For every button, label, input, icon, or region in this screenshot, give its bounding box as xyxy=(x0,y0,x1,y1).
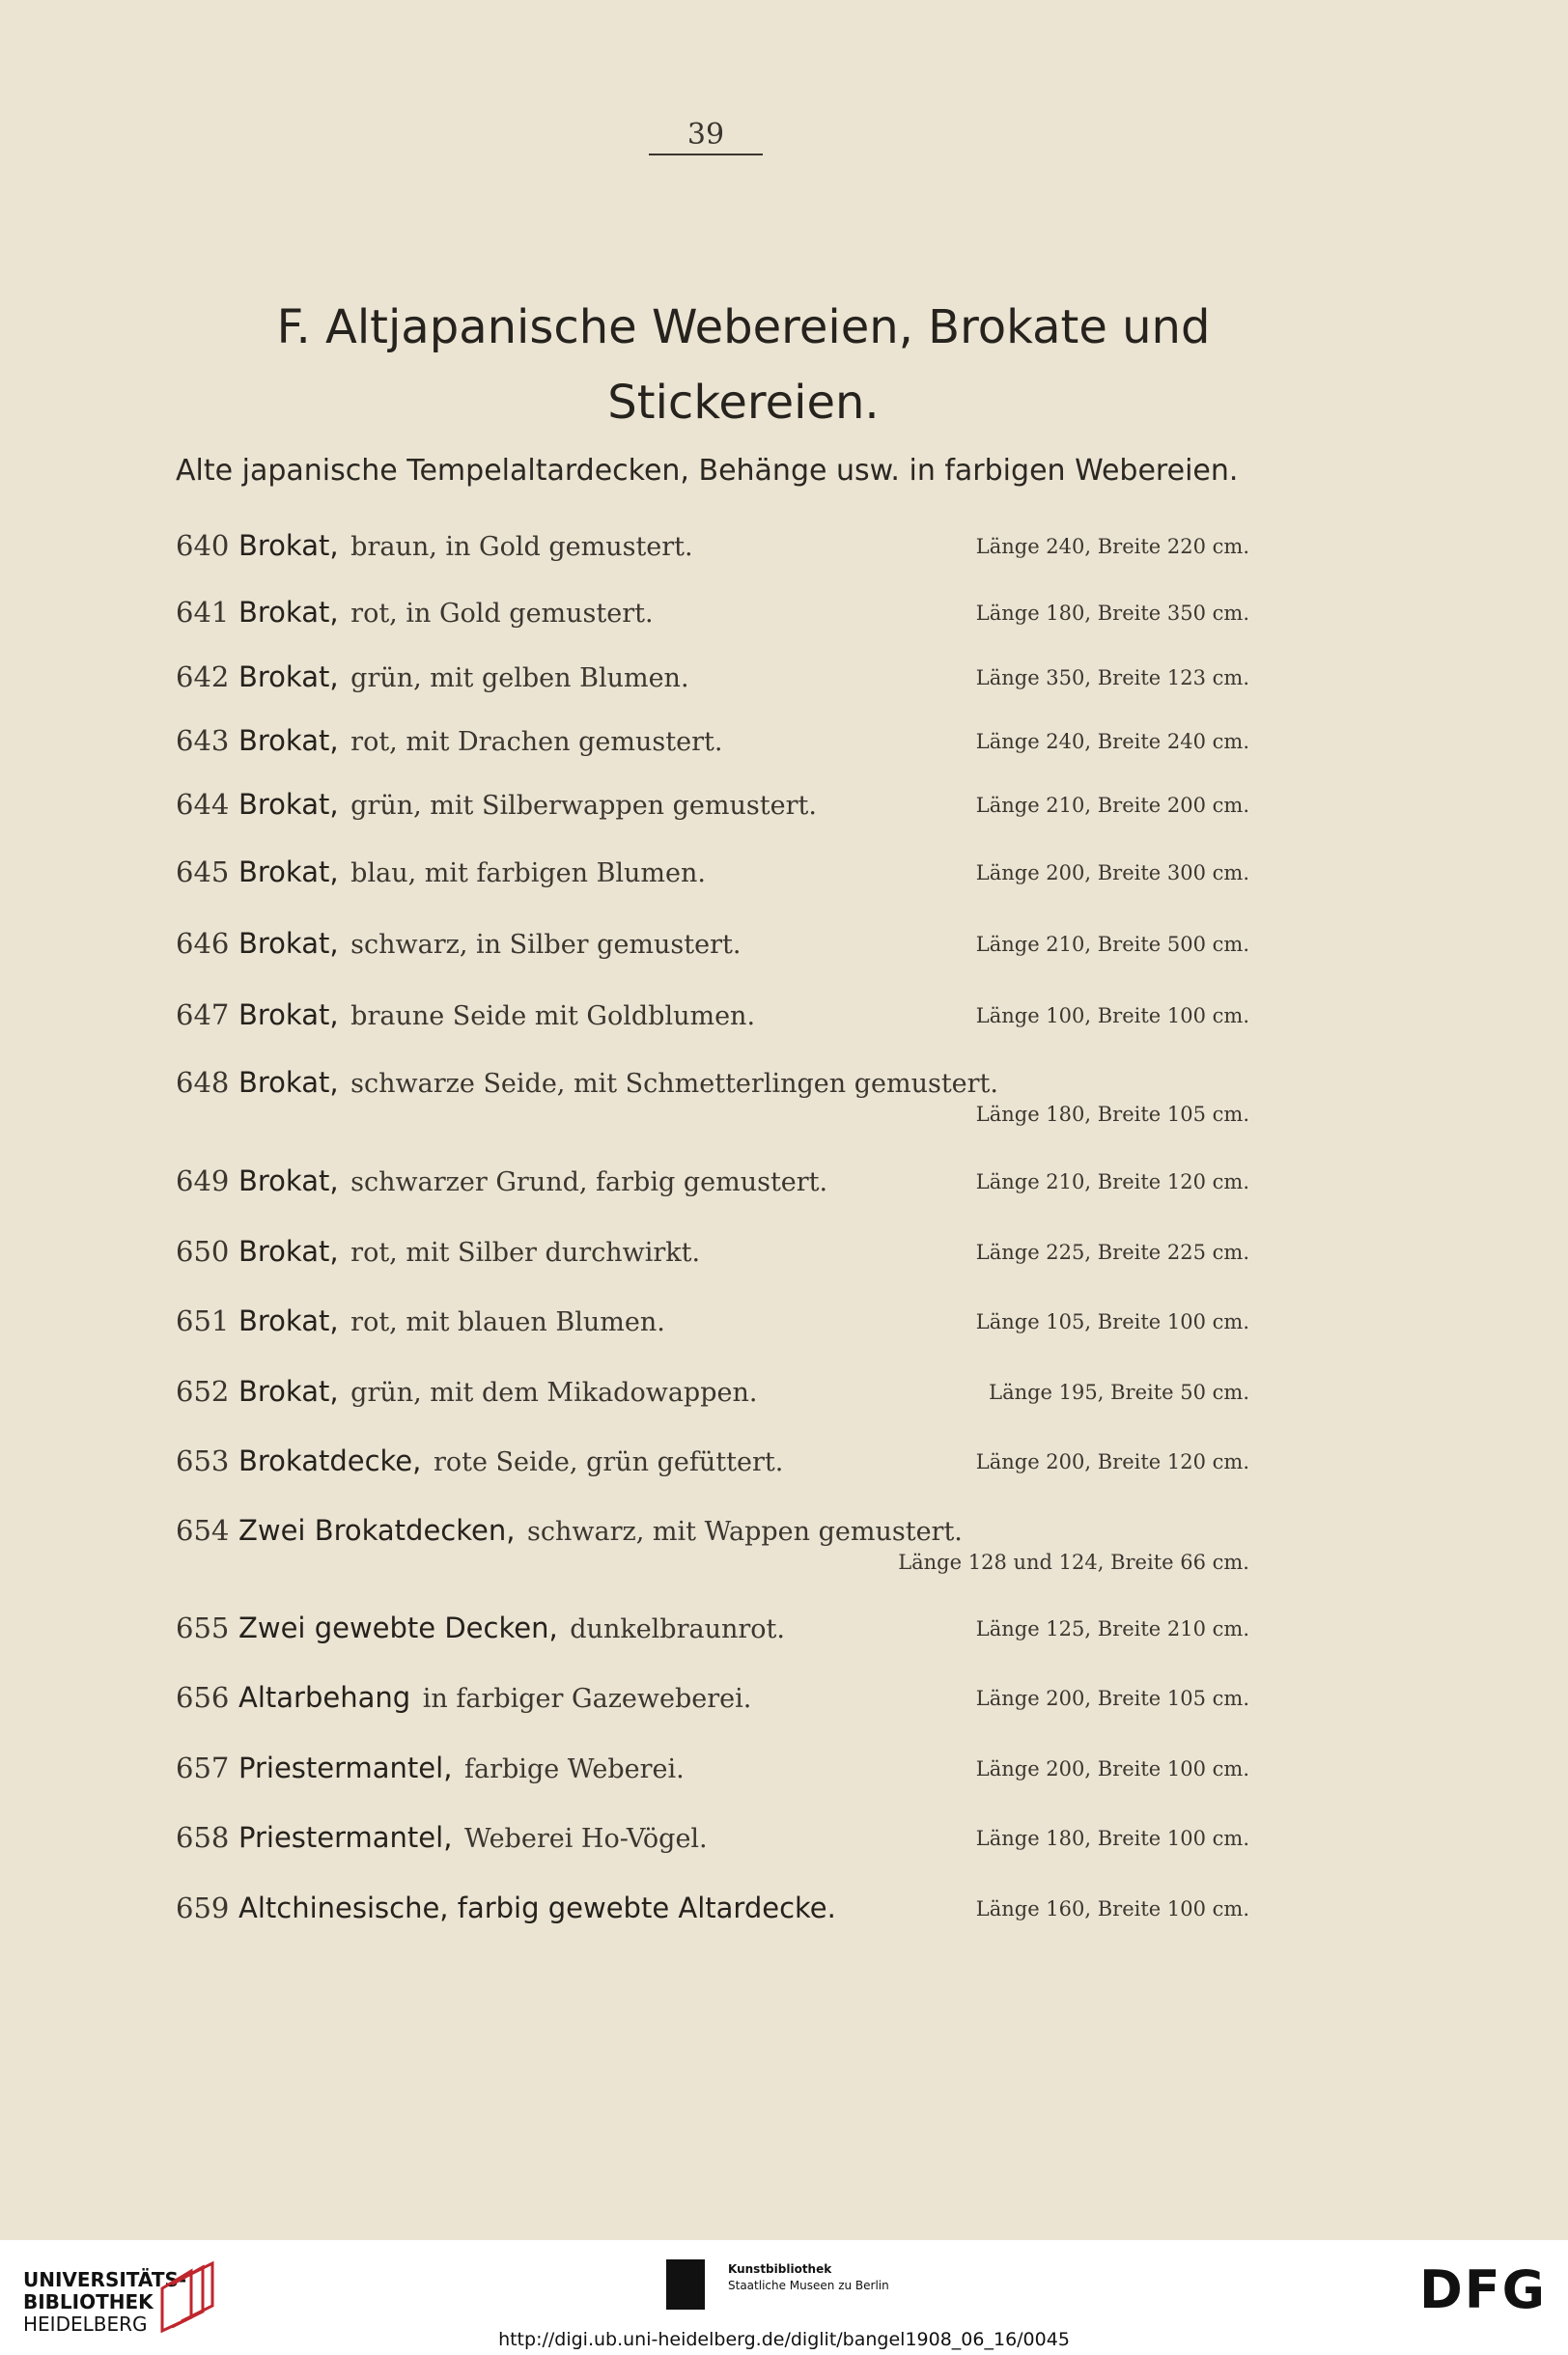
subtitle: Alte japanische Tempelaltardecken, Behänge usw. in farbigen Webereien. xyxy=(176,454,1239,488)
entry-number: 640 xyxy=(176,529,230,562)
entry-description: schwarz, mit Wappen gemustert. xyxy=(527,1517,963,1547)
entry-number: 641 xyxy=(176,596,230,629)
catalog-entry xyxy=(176,529,1249,562)
catalog-entry xyxy=(176,1681,1249,1714)
catalog-entry xyxy=(176,1375,1249,1408)
ub-line-2: BIBLIOTHEK xyxy=(23,2290,154,2313)
entry-name: Brokat, xyxy=(238,788,339,821)
entry-name: Brokat, xyxy=(238,724,339,757)
entry-number: 657 xyxy=(176,1752,230,1784)
entry-number: 643 xyxy=(176,724,230,757)
section-title xyxy=(174,290,1313,440)
entry-dimensions: Länge 200, Breite 120 cm. xyxy=(975,1450,1249,1473)
entry-dimensions: Länge 180, Breite 100 cm. xyxy=(975,1827,1249,1850)
catalog-entry xyxy=(176,927,1249,960)
entry-description: braune Seide mit Goldblumen. xyxy=(350,1001,756,1031)
entry-name: Brokat, xyxy=(238,660,339,693)
entry-number: 647 xyxy=(176,998,230,1031)
entry-dimensions: Länge 105, Breite 100 cm. xyxy=(975,1310,1249,1333)
entry-dimensions: Länge 240, Breite 220 cm. xyxy=(975,535,1249,558)
entry-description: rot, mit blauen Blumen. xyxy=(350,1307,665,1337)
entry-name: Brokat, xyxy=(238,1304,339,1337)
entry-dimensions: Länge 210, Breite 500 cm. xyxy=(975,933,1249,956)
entry-number: 648 xyxy=(176,1066,230,1099)
entry-name: Altarbehang xyxy=(238,1681,411,1714)
entry-number: 644 xyxy=(176,788,230,821)
page-url[interactable]: http://digi.ub.uni-heidelberg.de/diglit/bangel1908_06_16/0045 xyxy=(498,2329,1070,2350)
entry-dimensions: Länge 200, Breite 100 cm. xyxy=(975,1757,1249,1780)
entry-name: Zwei Brokatdecken, xyxy=(238,1514,516,1547)
entry-description: braun, in Gold gemustert. xyxy=(350,532,693,562)
entry-description: in farbiger Gazeweberei. xyxy=(422,1684,752,1714)
catalog-entry xyxy=(176,1821,1249,1854)
entry-dimensions: Länge 210, Breite 200 cm. xyxy=(975,794,1249,817)
entry-description: rot, mit Silber durchwirkt. xyxy=(350,1238,701,1268)
entry-number: 658 xyxy=(176,1821,230,1854)
entry-number: 654 xyxy=(176,1514,230,1547)
entry-dimensions: Länge 125, Breite 210 cm. xyxy=(975,1617,1249,1640)
entry-name: Brokat, xyxy=(238,1235,339,1268)
catalog-entry xyxy=(176,660,1249,693)
catalog-entry xyxy=(176,788,1249,821)
catalog-entry xyxy=(176,855,1249,888)
kunstbibliothek-logo-icon xyxy=(666,2259,705,2310)
entry-dimensions: Länge 200, Breite 105 cm. xyxy=(975,1687,1249,1710)
catalog-entry xyxy=(176,998,1249,1031)
entry-dimensions: Länge 225, Breite 225 cm. xyxy=(975,1241,1249,1264)
catalog-entry xyxy=(176,596,1249,629)
entry-name: Brokat, xyxy=(238,927,339,960)
catalog-entry xyxy=(176,1164,1249,1197)
entry-dimensions: Länge 100, Breite 100 cm. xyxy=(975,1004,1249,1027)
entry-number: 656 xyxy=(176,1681,230,1714)
catalog-entry xyxy=(176,1752,1249,1784)
title-line-2: Stickereien. xyxy=(607,376,880,430)
catalog-entry xyxy=(176,1235,1249,1268)
entry-name: Brokat, xyxy=(238,1164,339,1197)
entry-description: grün, mit Silberwappen gemustert. xyxy=(350,791,817,821)
entry-name: Zwei gewebte Decken, xyxy=(238,1612,558,1644)
kunstbibliothek-label xyxy=(728,2261,889,2294)
dfg-logo: DFG xyxy=(1418,2259,1547,2320)
entry-number: 651 xyxy=(176,1304,230,1337)
entry-dimensions: Länge 200, Breite 300 cm. xyxy=(975,861,1249,884)
entry-name: Priestermantel, xyxy=(238,1821,453,1854)
entry-number: 653 xyxy=(176,1444,230,1477)
entry-description: farbige Weberei. xyxy=(464,1754,685,1784)
entry-description: rot, in Gold gemustert. xyxy=(350,599,654,629)
entry-name: Brokat, xyxy=(238,529,339,562)
entry-description: dunkelbraunrot. xyxy=(570,1614,785,1644)
catalog-entry xyxy=(176,1304,1249,1337)
entry-description: schwarze Seide, mit Schmetterlingen gemustert. xyxy=(350,1069,998,1099)
entry-dimensions: Länge 240, Breite 240 cm. xyxy=(975,730,1249,753)
entry-dimensions: Länge 210, Breite 120 cm. xyxy=(975,1170,1249,1193)
entry-name: Brokat, xyxy=(238,1066,339,1099)
entry-number: 646 xyxy=(176,927,230,960)
kb-line-1: Kunstbibliothek xyxy=(728,2262,832,2276)
entry-number: 655 xyxy=(176,1612,230,1644)
kb-line-2: Staatliche Museen zu Berlin xyxy=(728,2279,889,2292)
viewer-footer xyxy=(0,2240,1568,2355)
ub-line-1: UNIVERSITÄTS- xyxy=(23,2268,187,2291)
entry-description: grün, mit dem Mikadowappen. xyxy=(350,1378,758,1408)
entry-dimensions: Länge 350, Breite 123 cm. xyxy=(975,666,1249,689)
catalog-entry xyxy=(176,1514,1249,1574)
entry-description: schwarzer Grund, farbig gemustert. xyxy=(350,1167,828,1197)
entry-number: 642 xyxy=(176,660,230,693)
entry-dimensions: Länge 128 und 124, Breite 66 cm. xyxy=(898,1551,1249,1574)
entry-dimensions: Länge 195, Breite 50 cm. xyxy=(989,1381,1249,1404)
catalog-entry xyxy=(176,1066,1249,1126)
catalog-entry xyxy=(176,1892,1249,1924)
entry-description: blau, mit farbigen Blumen. xyxy=(350,858,706,888)
entry-name: Brokat, xyxy=(238,998,339,1031)
catalog-entry xyxy=(176,1444,1249,1477)
entry-name: Brokat, xyxy=(238,596,339,629)
entry-description: Weberei Ho-Vögel. xyxy=(464,1824,708,1854)
entry-description: rot, mit Drachen gemustert. xyxy=(350,727,723,757)
entry-name: Brokatdecke, xyxy=(238,1444,422,1477)
entry-number: 645 xyxy=(176,855,230,888)
entry-dimensions: Länge 160, Breite 100 cm. xyxy=(975,1897,1249,1920)
entry-description: schwarz, in Silber gemustert. xyxy=(350,930,742,960)
catalog-entry xyxy=(176,724,1249,757)
entry-name: Brokat, xyxy=(238,1375,339,1408)
entry-number: 649 xyxy=(176,1164,230,1197)
entry-name: Brokat, xyxy=(238,855,339,888)
ub-heidelberg-logo-icon xyxy=(153,2259,216,2333)
entry-number: 652 xyxy=(176,1375,230,1408)
entry-dimensions: Länge 180, Breite 105 cm. xyxy=(975,1103,1249,1126)
entry-description: grün, mit gelben Blumen. xyxy=(350,663,689,693)
page-number: 39 xyxy=(649,118,763,155)
ub-line-3: HEIDELBERG xyxy=(23,2313,148,2336)
catalog-entry xyxy=(176,1612,1249,1644)
title-line-1: F. Altjapanische Webereien, Brokate und xyxy=(276,300,1211,354)
entry-name: Priestermantel, xyxy=(238,1752,453,1784)
entry-name: Altchinesische, farbig gewebte Altardecke. xyxy=(238,1892,836,1924)
entry-dimensions: Länge 180, Breite 350 cm. xyxy=(975,602,1249,625)
entry-number: 650 xyxy=(176,1235,230,1268)
entry-description: rote Seide, grün gefüttert. xyxy=(433,1447,784,1477)
entry-number: 659 xyxy=(176,1892,230,1924)
